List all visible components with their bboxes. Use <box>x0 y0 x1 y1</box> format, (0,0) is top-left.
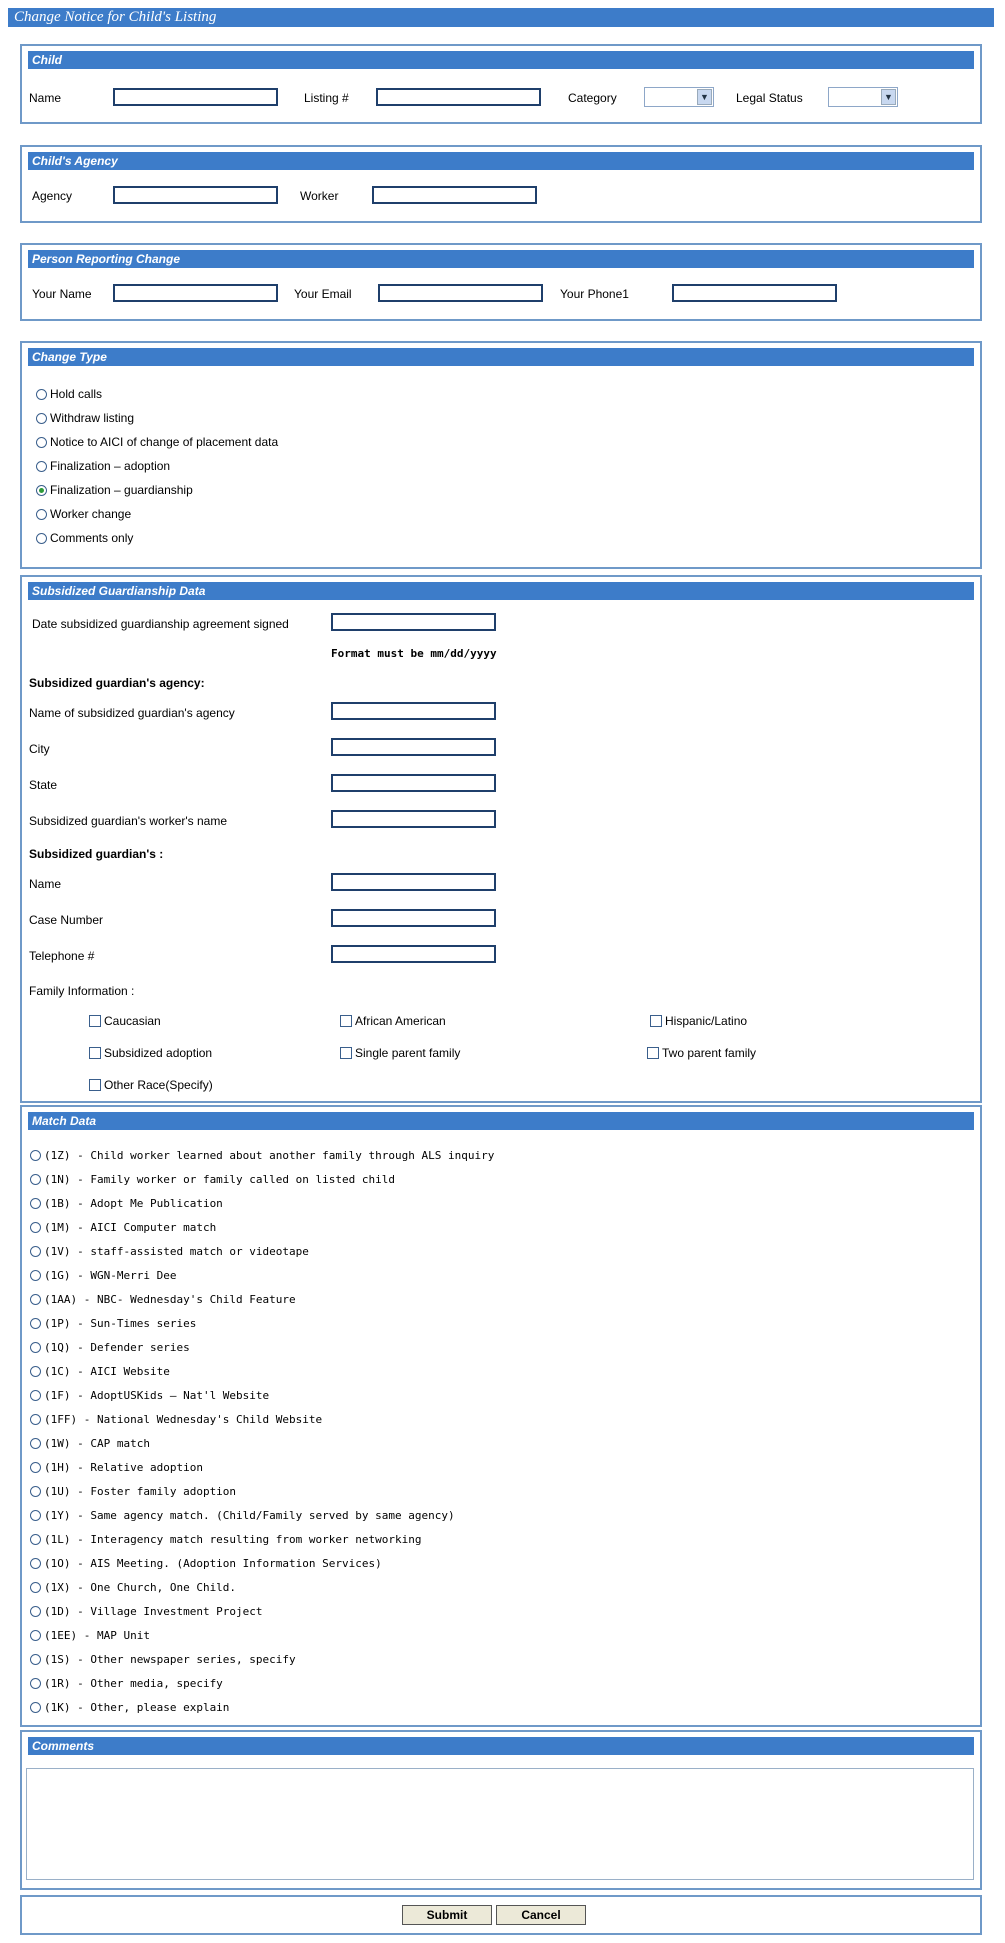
your-phone-input[interactable] <box>672 284 837 302</box>
match-radio[interactable] <box>30 1606 41 1617</box>
match-option[interactable] <box>30 1197 494 1221</box>
match-label: (1U) - Foster family adoption <box>44 1485 237 1498</box>
match-label: (1D) - Village Investment Project <box>44 1605 263 1618</box>
chevron-down-icon: ▼ <box>881 89 896 105</box>
match-option[interactable] <box>30 1701 494 1725</box>
match-radio[interactable] <box>30 1390 41 1401</box>
date-format-note: Format must be mm/dd/yyyy <box>331 647 497 660</box>
change-type-label: Hold calls <box>50 387 103 401</box>
agency-section <box>20 145 982 223</box>
change-type-label: Worker change <box>50 507 132 521</box>
match-option[interactable] <box>30 1173 494 1197</box>
state-input[interactable] <box>331 774 496 792</box>
change-type-label: Finalization – adoption <box>50 459 171 473</box>
match-radio[interactable] <box>30 1678 41 1689</box>
change-type-radio[interactable] <box>36 389 47 400</box>
guardian-worker-name-label: Subsidized guardian's worker's name <box>29 814 228 828</box>
comments-textarea[interactable] <box>26 1768 974 1880</box>
child-section <box>20 44 982 124</box>
page-title: Change Notice for Child's Listing <box>8 8 994 27</box>
match-label: (1M) - AICI Computer match <box>44 1221 217 1234</box>
match-label: (1K) - Other, please explain <box>44 1701 230 1714</box>
match-option[interactable] <box>30 1341 494 1365</box>
single-parent-option[interactable] <box>340 1046 460 1060</box>
match-radio[interactable] <box>30 1222 41 1233</box>
subsidized-adoption-option[interactable] <box>89 1046 212 1060</box>
match-radio[interactable] <box>30 1318 41 1329</box>
match-option[interactable] <box>30 1389 494 1413</box>
match-radio[interactable] <box>30 1366 41 1377</box>
category-select[interactable] <box>644 87 714 107</box>
match-option[interactable] <box>30 1269 494 1293</box>
match-label: (1L) - Interagency match resulting from worker networking <box>44 1533 422 1546</box>
match-option[interactable] <box>30 1653 494 1677</box>
section-header-comments: Comments <box>28 1737 974 1755</box>
match-option[interactable] <box>30 1533 494 1557</box>
guardian-heading: Subsidized guardian's : <box>29 847 164 861</box>
match-radio[interactable] <box>30 1510 41 1521</box>
african-american-label: African American <box>355 1014 446 1028</box>
case-number-input[interactable] <box>331 909 496 927</box>
section-header-child: Child <box>28 51 974 69</box>
match-option[interactable] <box>30 1509 494 1533</box>
child-name-label: Name <box>29 91 62 105</box>
your-name-input[interactable] <box>113 284 278 302</box>
change-type-label: Comments only <box>50 531 134 545</box>
subsidized-adoption-label: Subsidized adoption <box>104 1046 213 1060</box>
city-input[interactable] <box>331 738 496 756</box>
match-label: (1Z) - Child worker learned about another family through ALS inquiry <box>44 1149 495 1162</box>
agency-input[interactable] <box>113 186 278 204</box>
match-radio[interactable] <box>30 1462 41 1473</box>
match-radio[interactable] <box>30 1438 41 1449</box>
caucasian-option[interactable] <box>89 1014 161 1028</box>
other-race-label: Other Race(Specify) <box>104 1078 213 1092</box>
telephone-input[interactable] <box>331 945 496 963</box>
change-type-label: Finalization – guardianship <box>50 483 193 497</box>
african-american-checkbox[interactable] <box>340 1015 352 1027</box>
listing-label: Listing # <box>304 91 349 105</box>
child-name-input[interactable] <box>113 88 278 106</box>
match-label: (1X) - One Church, One Child. <box>44 1581 237 1594</box>
legal-status-label: Legal Status <box>736 91 803 105</box>
change-type-option[interactable] <box>36 459 278 483</box>
hispanic-checkbox[interactable] <box>650 1015 662 1027</box>
change-type-option[interactable] <box>36 435 278 459</box>
match-option[interactable] <box>30 1581 494 1605</box>
your-email-input[interactable] <box>378 284 543 302</box>
other-race-checkbox[interactable] <box>89 1079 101 1091</box>
match-option[interactable] <box>30 1221 494 1245</box>
match-label: (1F) - AdoptUSKids – Nat'l Website <box>44 1389 270 1402</box>
change-type-option[interactable] <box>36 387 278 411</box>
your-name-label: Your Name <box>32 287 92 301</box>
match-option[interactable] <box>30 1629 494 1653</box>
change-type-radio[interactable] <box>36 413 47 424</box>
match-label: (1H) - Relative adoption <box>44 1461 203 1474</box>
subsidized-adoption-checkbox[interactable] <box>89 1047 101 1059</box>
guardian-worker-name-input[interactable] <box>331 810 496 828</box>
two-parent-label: Two parent family <box>662 1046 757 1060</box>
match-option[interactable] <box>30 1677 494 1701</box>
guardian-name-input[interactable] <box>331 873 496 891</box>
listing-input[interactable] <box>376 88 541 106</box>
match-label: (1N) - Family worker or family called on listed child <box>44 1173 395 1186</box>
match-option[interactable] <box>30 1557 494 1581</box>
african-american-option[interactable] <box>340 1014 446 1028</box>
match-radio[interactable] <box>30 1702 41 1713</box>
match-radio[interactable] <box>30 1342 41 1353</box>
your-email-label: Your Email <box>294 287 352 301</box>
change-type-radio[interactable] <box>36 437 47 448</box>
guardian-agency-name-label: Name of subsidized guardian's agency <box>29 706 235 720</box>
match-label: (1W) - CAP match <box>44 1437 150 1450</box>
match-radio[interactable] <box>30 1654 41 1665</box>
match-option[interactable] <box>30 1437 494 1461</box>
your-phone-label: Your Phone1 <box>560 287 629 301</box>
match-radio[interactable] <box>30 1486 41 1497</box>
match-radio[interactable] <box>30 1270 41 1281</box>
match-option[interactable] <box>30 1293 494 1317</box>
change-type-radio[interactable] <box>36 509 47 520</box>
single-parent-checkbox[interactable] <box>340 1047 352 1059</box>
match-label: (1Y) - Same agency match. (Child/Family served by same agency) <box>44 1509 455 1522</box>
match-radio[interactable] <box>30 1534 41 1545</box>
guardian-agency-name-input[interactable] <box>331 702 496 720</box>
section-header-reporter: Person Reporting Change <box>28 250 974 268</box>
match-label: (1V) - staff-assisted match or videotape <box>44 1245 309 1258</box>
worker-input[interactable] <box>372 186 537 204</box>
guardian-agency-heading: Subsidized guardian's agency: <box>29 676 205 690</box>
match-label: (1S) - Other newspaper series, specify <box>44 1653 296 1666</box>
match-option[interactable] <box>30 1461 494 1485</box>
change-type-radio[interactable] <box>36 485 47 496</box>
single-parent-label: Single parent family <box>355 1046 461 1060</box>
match-option[interactable] <box>30 1485 494 1509</box>
family-info-label: Family Information : <box>29 984 135 998</box>
match-radio[interactable] <box>30 1630 41 1641</box>
legal-status-select[interactable] <box>828 87 898 107</box>
match-radio[interactable] <box>30 1246 41 1257</box>
match-option[interactable] <box>30 1605 494 1629</box>
match-radio[interactable] <box>30 1558 41 1569</box>
match-label: (1R) - Other media, specify <box>44 1677 223 1690</box>
match-label: (1AA) - NBC- Wednesday's Child Feature <box>44 1293 296 1306</box>
section-header-agency: Child's Agency <box>28 152 974 170</box>
change-type-label: Withdraw listing <box>50 411 135 425</box>
change-type-option[interactable] <box>36 531 278 555</box>
change-type-radio[interactable] <box>36 533 47 544</box>
change-type-option[interactable] <box>36 507 278 531</box>
date-signed-label: Date subsidized guardianship agreement signed <box>32 617 289 631</box>
match-radio[interactable] <box>30 1414 41 1425</box>
caucasian-checkbox[interactable] <box>89 1015 101 1027</box>
state-label: State <box>29 778 58 792</box>
match-label: (1B) - Adopt Me Publication <box>44 1197 223 1210</box>
worker-label: Worker <box>300 189 339 203</box>
match-option[interactable] <box>30 1365 494 1389</box>
case-number-label: Case Number <box>29 913 104 927</box>
hispanic-option[interactable] <box>650 1014 747 1028</box>
section-header-match: Match Data <box>28 1112 974 1130</box>
match-label: (1P) - Sun-Times series <box>44 1317 197 1330</box>
match-label: (1O) - AIS Meeting. (Adoption Information Services) <box>44 1557 382 1570</box>
match-radio[interactable] <box>30 1198 41 1209</box>
match-radio[interactable] <box>30 1174 41 1185</box>
date-signed-input[interactable] <box>331 613 496 631</box>
chevron-down-icon: ▼ <box>697 89 712 105</box>
telephone-label: Telephone # <box>29 949 95 963</box>
section-header-change-type: Change Type <box>28 348 974 366</box>
change-type-section <box>20 341 982 569</box>
match-radio[interactable] <box>30 1294 41 1305</box>
match-radio[interactable] <box>30 1150 41 1161</box>
hispanic-label: Hispanic/Latino <box>665 1014 748 1028</box>
change-type-option[interactable] <box>36 411 278 435</box>
match-label: (1Q) - Defender series <box>44 1341 190 1354</box>
button-bar <box>20 1895 982 1935</box>
agency-label: Agency <box>32 189 73 203</box>
match-section <box>20 1105 982 1727</box>
two-parent-checkbox[interactable] <box>647 1047 659 1059</box>
change-type-label: Notice to AICI of change of placement data <box>50 435 279 449</box>
match-option[interactable] <box>30 1149 494 1173</box>
reporter-section <box>20 243 982 321</box>
two-parent-option[interactable] <box>647 1046 756 1060</box>
match-option[interactable] <box>30 1245 494 1269</box>
match-radio[interactable] <box>30 1582 41 1593</box>
section-header-guardianship: Subsidized Guardianship Data <box>28 582 974 600</box>
other-race-option[interactable] <box>89 1078 213 1092</box>
guardianship-section <box>20 575 982 1103</box>
match-option[interactable] <box>30 1413 494 1437</box>
comments-section <box>20 1730 982 1890</box>
category-label: Category <box>568 91 617 105</box>
caucasian-label: Caucasian <box>104 1014 161 1028</box>
match-label: (1FF) - National Wednesday's Child Website <box>44 1413 323 1426</box>
match-option[interactable] <box>30 1317 494 1341</box>
submit-button[interactable]: Submit <box>402 1905 492 1925</box>
match-label: (1EE) - MAP Unit <box>44 1629 150 1642</box>
guardian-name-label: Name <box>29 877 62 891</box>
city-label: City <box>29 742 50 756</box>
change-type-option[interactable] <box>36 483 278 507</box>
cancel-button[interactable]: Cancel <box>496 1905 586 1925</box>
match-label: (1G) - WGN-Merri Dee <box>44 1269 177 1282</box>
match-label: (1C) - AICI Website <box>44 1365 170 1378</box>
change-type-radio[interactable] <box>36 461 47 472</box>
